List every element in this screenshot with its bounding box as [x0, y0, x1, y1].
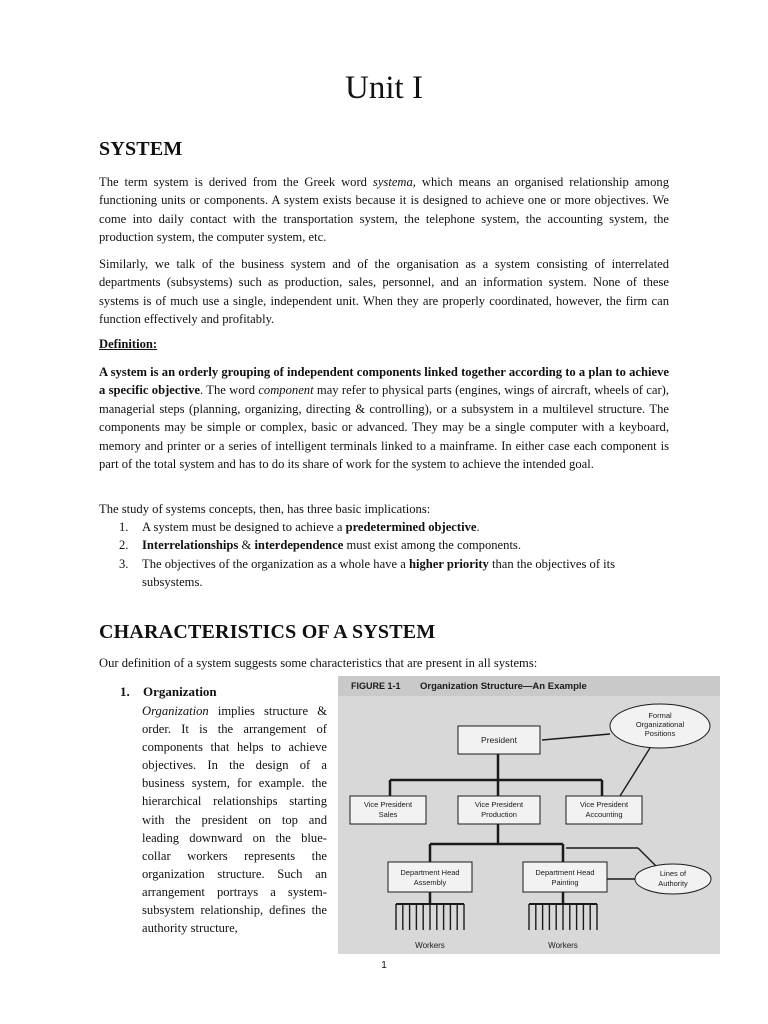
system-heading: SYSTEM: [99, 138, 183, 160]
vp-production-label-line2: Production: [481, 810, 517, 819]
list-item: 2. Interrelationships & interdependence must exist among the components.: [119, 538, 521, 553]
workers-group-left: [396, 904, 464, 930]
figure-label: FIGURE 1-1: [351, 681, 401, 691]
vp-accounting-label-line1: Vice President: [579, 800, 629, 809]
dept-head-painting-box: [523, 862, 607, 892]
formal-positions-label-line1: Formal: [648, 711, 672, 720]
lines-of-authority-label-line1: Lines of: [659, 869, 687, 878]
characteristics-intro: Our definition of a system suggests some characteristics that are present in all systems:: [99, 656, 538, 670]
list-item: 3. The objectives of the organization as a whole have a higher priority than the objectives of its subsystems.: [119, 556, 616, 590]
system-paragraph-2: Similarly, we talk of the business system and of the organisation as a system consisting of interrelated departments (subsystems) such as production, sales, personnel, and an information system. None of these systems is of much use a single, independent unit. When they are properly coordinated, however, the firm can function effectively and profitably.: [99, 257, 669, 327]
workers-label-right: Workers: [548, 941, 578, 950]
formal-positions-label-line2: Organizational: [635, 720, 685, 729]
dept-head-assembly-label-line2: Assembly: [413, 878, 447, 887]
lines-of-authority-label-line2: Authority: [658, 879, 688, 888]
figure-title: Organization Structure—An Example: [420, 681, 587, 692]
workers-group-right: [529, 904, 597, 930]
organization-text: Organization implies structure & order. It is the arrangement of components that helps to achieve objectives. In the design of a business system, for example. the hierarchical relationships starting with the president on top and leading downward on the blue-collar workers represents the organization structure. Such an arrangement portrays a system-subsystem relationship, defines the authority structure,: [142, 704, 327, 936]
vp-sales-label-line1: Vice President: [363, 800, 413, 809]
organization-heading: Organization: [143, 684, 217, 699]
vp-accounting-label-line2: Accounting: [585, 810, 623, 819]
page-number: 1: [381, 960, 387, 971]
organization-structure-figure: [338, 676, 720, 954]
dept-head-painting-label-line2: Painting: [551, 878, 579, 887]
vp-production-label-line1: Vice President: [474, 800, 524, 809]
definition-paragraph: A system is an orderly grouping of independent components linked together according to a plan to achieve a specific objective. The word component may refer to physical parts (engines, wings of aircraft, wheels of car), managerial steps (planning, organizing, directing & controlling), or a subsystem in a multilevel structure. The components may be simple or complex, basic or advanced. They may be a single computer with a keyboard, memory and printer or a series of intelligent terminals linked to a mainframe. In either case each component is part of the total system and has to do its share of work for the system to achieve the intended goal.: [99, 365, 669, 472]
unit-title: Unit I: [345, 70, 423, 106]
formal-positions-label-line3: Positions: [644, 729, 676, 738]
list-item: 1. A system must be designed to achieve a predetermined objective.: [119, 520, 480, 534]
implications-intro: The study of systems concepts, then, has three basic implications:: [99, 502, 431, 516]
dept-head-assembly-label-line1: Department Head: [400, 868, 460, 877]
definition-label: Definition:: [99, 337, 158, 351]
dept-head-assembly-box: [388, 862, 472, 892]
implications-list: [99, 518, 669, 592]
dept-head-painting-label-line1: Department Head: [535, 868, 595, 877]
characteristics-heading: CHARACTERISTICS OF A SYSTEM: [99, 621, 436, 643]
organization-item-number: 1.: [120, 684, 130, 699]
org-chart-diagram: [338, 676, 720, 954]
president-label: President: [481, 735, 517, 745]
system-paragraph-1: The term system is derived from the Greek word systema, which means an organised relationship among functioning units or components. A system exists because it is designed to achieve one or more objectives. We come into daily contact with the transportation system, the telephone system, the accounting system, the production system, the computer system, etc.: [99, 175, 669, 245]
vp-sales-label-line2: Sales: [378, 810, 398, 819]
workers-label-left: Workers: [415, 941, 445, 950]
